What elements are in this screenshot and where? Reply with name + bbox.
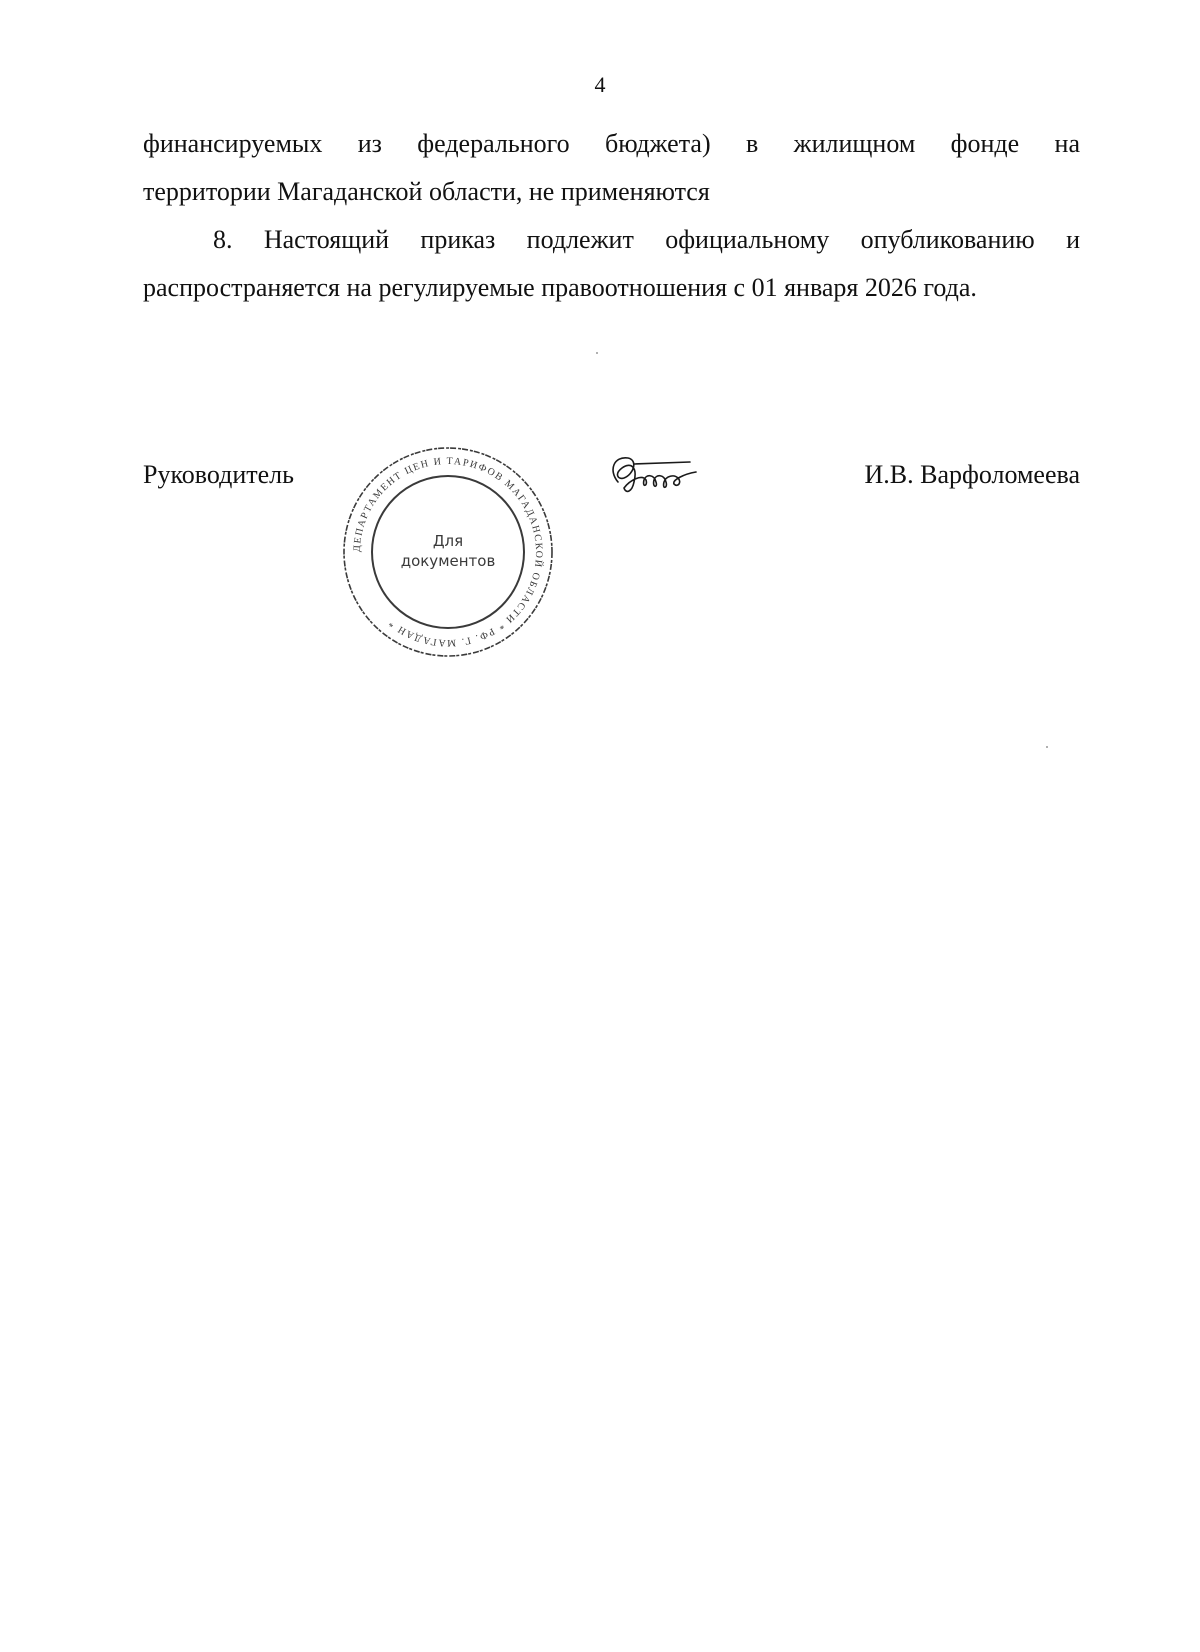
official-seal-stamp: [336, 440, 560, 664]
seal-center-line-2: документов: [400, 552, 496, 570]
document-body: [143, 120, 1080, 312]
paragraph-item-8-line-2: распространяется на регулируемые правоотношения с 01 января 2026 года.: [143, 273, 977, 302]
seal-center-line-1: Для: [432, 532, 464, 550]
handwritten-signature: [604, 452, 704, 500]
scan-speck: [596, 352, 598, 354]
paragraph-continuation-line-2: территории Магаданской области, не применяются: [143, 177, 710, 206]
page-number: 4: [594, 72, 606, 97]
scan-speck: [1046, 746, 1048, 748]
signatory-name: И.В. Варфоломеева: [864, 460, 1080, 489]
seal-ring-text: ДЕПАРТАМЕНТ ЦЕН И ТАРИФОВ МАГАДАНСКОЙ ОБЛАСТИ * РФ. Г. МАГАДАН *: [351, 455, 545, 649]
signatory-role: Руководитель: [143, 460, 294, 489]
signature-block: [0, 440, 1200, 680]
paragraph-item-8-line-1: 8. Настоящий приказ подлежит официальному опубликованию и: [213, 225, 1080, 254]
paragraph-continuation-line-1: финансируемых из федерального бюджета) в жилищном фонде на: [143, 129, 1080, 158]
